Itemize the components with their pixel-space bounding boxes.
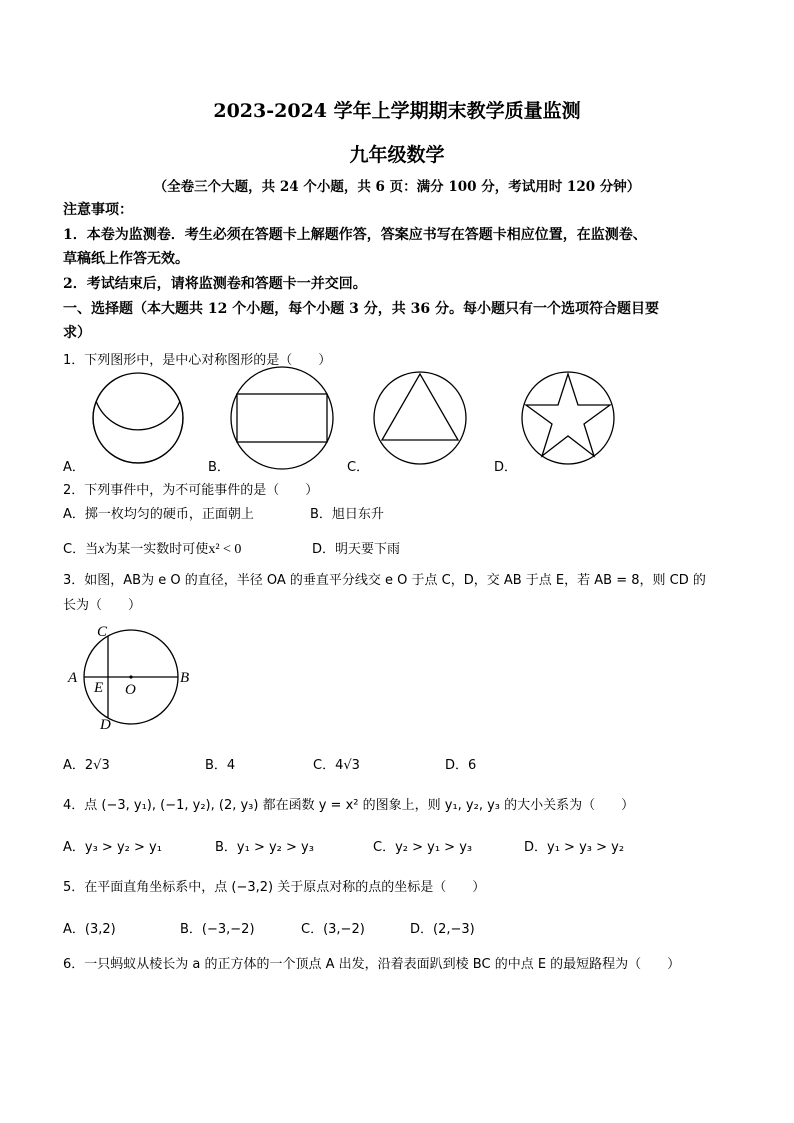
q1-stem: 1．下列图形中，是中心对称图形的是（ ） bbox=[63, 353, 332, 368]
q3-option-b: B．4 bbox=[205, 758, 236, 773]
q5-option-c: C．(3,−2) bbox=[301, 922, 365, 937]
q2-option-b: B．旭日东升 bbox=[310, 507, 384, 522]
section-1-heading-line-1: 一、选择题（本大题共 12 个小题，每个小题 3 分，共 36 分。每小题只有一个选项符合题目要 bbox=[63, 301, 659, 317]
q4-option-c: C．y₂ > y₁ > y₃ bbox=[373, 840, 473, 855]
q2-option-d: D．明天要下雨 bbox=[312, 542, 401, 557]
q3-option-d: D．6 bbox=[445, 758, 477, 773]
q5-option-a: A．(3,2) bbox=[63, 922, 116, 937]
q3-stem-line-2: 长为（ ） bbox=[63, 598, 142, 613]
q3-label-c: C bbox=[97, 624, 108, 640]
q6-stem: 6．一只蚂蚁从棱长为 a 的正方体的一个顶点 A 出发，沿着表面趴到棱 BC 的中点 E 的最短路程为（ ） bbox=[63, 957, 681, 972]
notes-heading: 注意事项： bbox=[63, 202, 133, 218]
q2-stem: 2．下列事件中，为不可能事件的是（ ） bbox=[63, 483, 319, 498]
exam-info: （全卷三个大题，共 24 个小题，共 6 页：满分 100 分，考试用时 120 分钟） bbox=[153, 179, 641, 195]
q4-stem: 4．点 (−3, y₁), (−1, y₂), (2, y₃) 都在函数 y = x² 的图象上，则 y₁, y₂, y₃ 的大小关系为（ ） bbox=[63, 798, 635, 813]
q3-stem-line-1: 3．如图，AB为 e O 的直径，半径 OA 的垂直平分线交 e O 于点 C，D，交 AB 于点 E，若 AB = 8，则 CD 的 bbox=[63, 573, 706, 588]
notes-item-1-line-2: 草稿纸上作答无效。 bbox=[63, 251, 189, 267]
q3-option-c: C．4√3 bbox=[313, 758, 360, 773]
exam-subtitle: 九年级数学 bbox=[349, 144, 445, 166]
q2-option-c-var: x bbox=[98, 542, 105, 557]
q1-option-d: D． bbox=[494, 460, 518, 475]
q3-label-o: O bbox=[125, 682, 136, 698]
q3-option-a: A．2√3 bbox=[63, 758, 110, 773]
q2-option-a: A．掷一枚均匀的硬币，正面朝上 bbox=[63, 507, 254, 522]
exam-title: 2023-2024 学年上学期期末教学质量监测 bbox=[213, 100, 581, 122]
q5-stem: 5．在平面直角坐标系中，点 (−3,2) 关于原点对称的点的坐标是（ ） bbox=[63, 880, 486, 895]
q4-option-a: A．y₃ > y₂ > y₁ bbox=[63, 840, 162, 855]
q1-option-a: A． bbox=[63, 460, 85, 475]
section-1-heading-line-2: 求） bbox=[63, 325, 91, 341]
q2-option-c-prefix: C．当 bbox=[63, 542, 99, 557]
q4-option-b: B．y₁ > y₂ > y₃ bbox=[215, 840, 314, 855]
q5-option-d: D．(2,−3) bbox=[410, 922, 475, 937]
q3-label-d: D bbox=[100, 717, 111, 733]
q3-label-b: B bbox=[180, 670, 190, 686]
q4-option-d: D．y₁ > y₃ > y₂ bbox=[524, 840, 625, 855]
q2-option-c-expr: x² < 0 bbox=[208, 542, 242, 557]
q1-option-b: B． bbox=[208, 460, 230, 475]
q2-option-c-mid: 为某一实数时可使 bbox=[104, 542, 209, 557]
notes-item-2: 2．考试结束后，请将监测卷和答题卡一并交回。 bbox=[63, 276, 367, 292]
q3-label-e: E bbox=[94, 680, 104, 696]
notes-item-1-line-1: 1．本卷为监测卷．考生必须在答题卡上解题作答，答案应书写在答题卡相应位置，在监测卷、 bbox=[63, 227, 647, 243]
q5-option-b: B．(−3,−2) bbox=[180, 922, 255, 937]
q3-label-a: A bbox=[68, 670, 78, 686]
q1-option-c: C． bbox=[347, 460, 370, 475]
